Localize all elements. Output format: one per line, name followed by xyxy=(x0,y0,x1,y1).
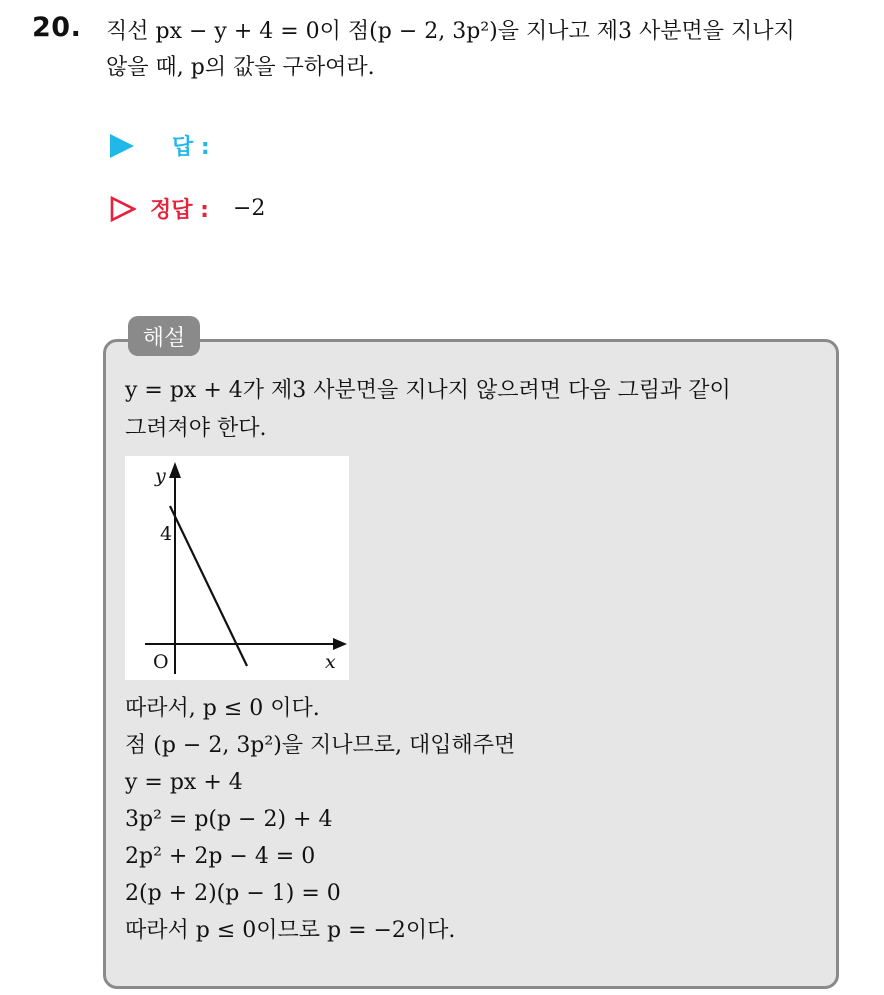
outline-triangle-icon xyxy=(110,196,136,222)
correct-answer-row xyxy=(110,193,265,224)
origin-label: O xyxy=(153,651,169,673)
answer-label: 답 : xyxy=(172,135,210,160)
graph-line xyxy=(170,506,247,666)
solution-intro xyxy=(125,372,825,448)
question-line-2: 않을 때, p의 값을 구하여라. xyxy=(106,55,375,80)
solution-step: 점 (p − 2, 3p²)을 지나므로, 대입해주면 xyxy=(125,733,516,758)
correct-answer-label: 정답 : xyxy=(150,198,209,223)
solution-tab: 해설 xyxy=(128,316,200,356)
solution-step: 3p² = p(p − 2) + 4 xyxy=(125,807,333,832)
x-axis-label: x xyxy=(325,651,336,673)
y-intercept-label: 4 xyxy=(160,523,173,545)
filled-triangle-icon xyxy=(110,134,134,158)
question-line-1: 직선 px − y + 4 = 0이 점(p − 2, 3p²)을 지나고 제3 사분면을 지나지 xyxy=(106,19,795,44)
answer-row xyxy=(110,130,210,161)
y-axis-label: y xyxy=(155,465,166,487)
solution-step: 2p² + 2p − 4 = 0 xyxy=(125,844,316,869)
solution-graph xyxy=(125,456,349,680)
question-text xyxy=(106,14,866,86)
solution-step: 따라서, p ≤ 0 이다. xyxy=(125,696,320,721)
solution-step: 따라서 p ≤ 0이므로 p = −2이다. xyxy=(125,918,456,943)
y-axis-arrow xyxy=(169,462,181,478)
solution-intro-line-1: y = px + 4가 제3 사분면을 지나지 않으려면 다음 그림과 같이 xyxy=(125,378,731,403)
solution-steps xyxy=(125,690,825,949)
solution-intro-line-2: 그려져야 한다. xyxy=(125,416,267,441)
x-axis-arrow xyxy=(333,638,347,650)
question-number: 20. xyxy=(32,12,82,43)
solution-step: 2(p + 2)(p − 1) = 0 xyxy=(125,881,341,906)
solution-step: y = px + 4 xyxy=(125,770,243,795)
correct-answer-value: −2 xyxy=(232,196,266,221)
